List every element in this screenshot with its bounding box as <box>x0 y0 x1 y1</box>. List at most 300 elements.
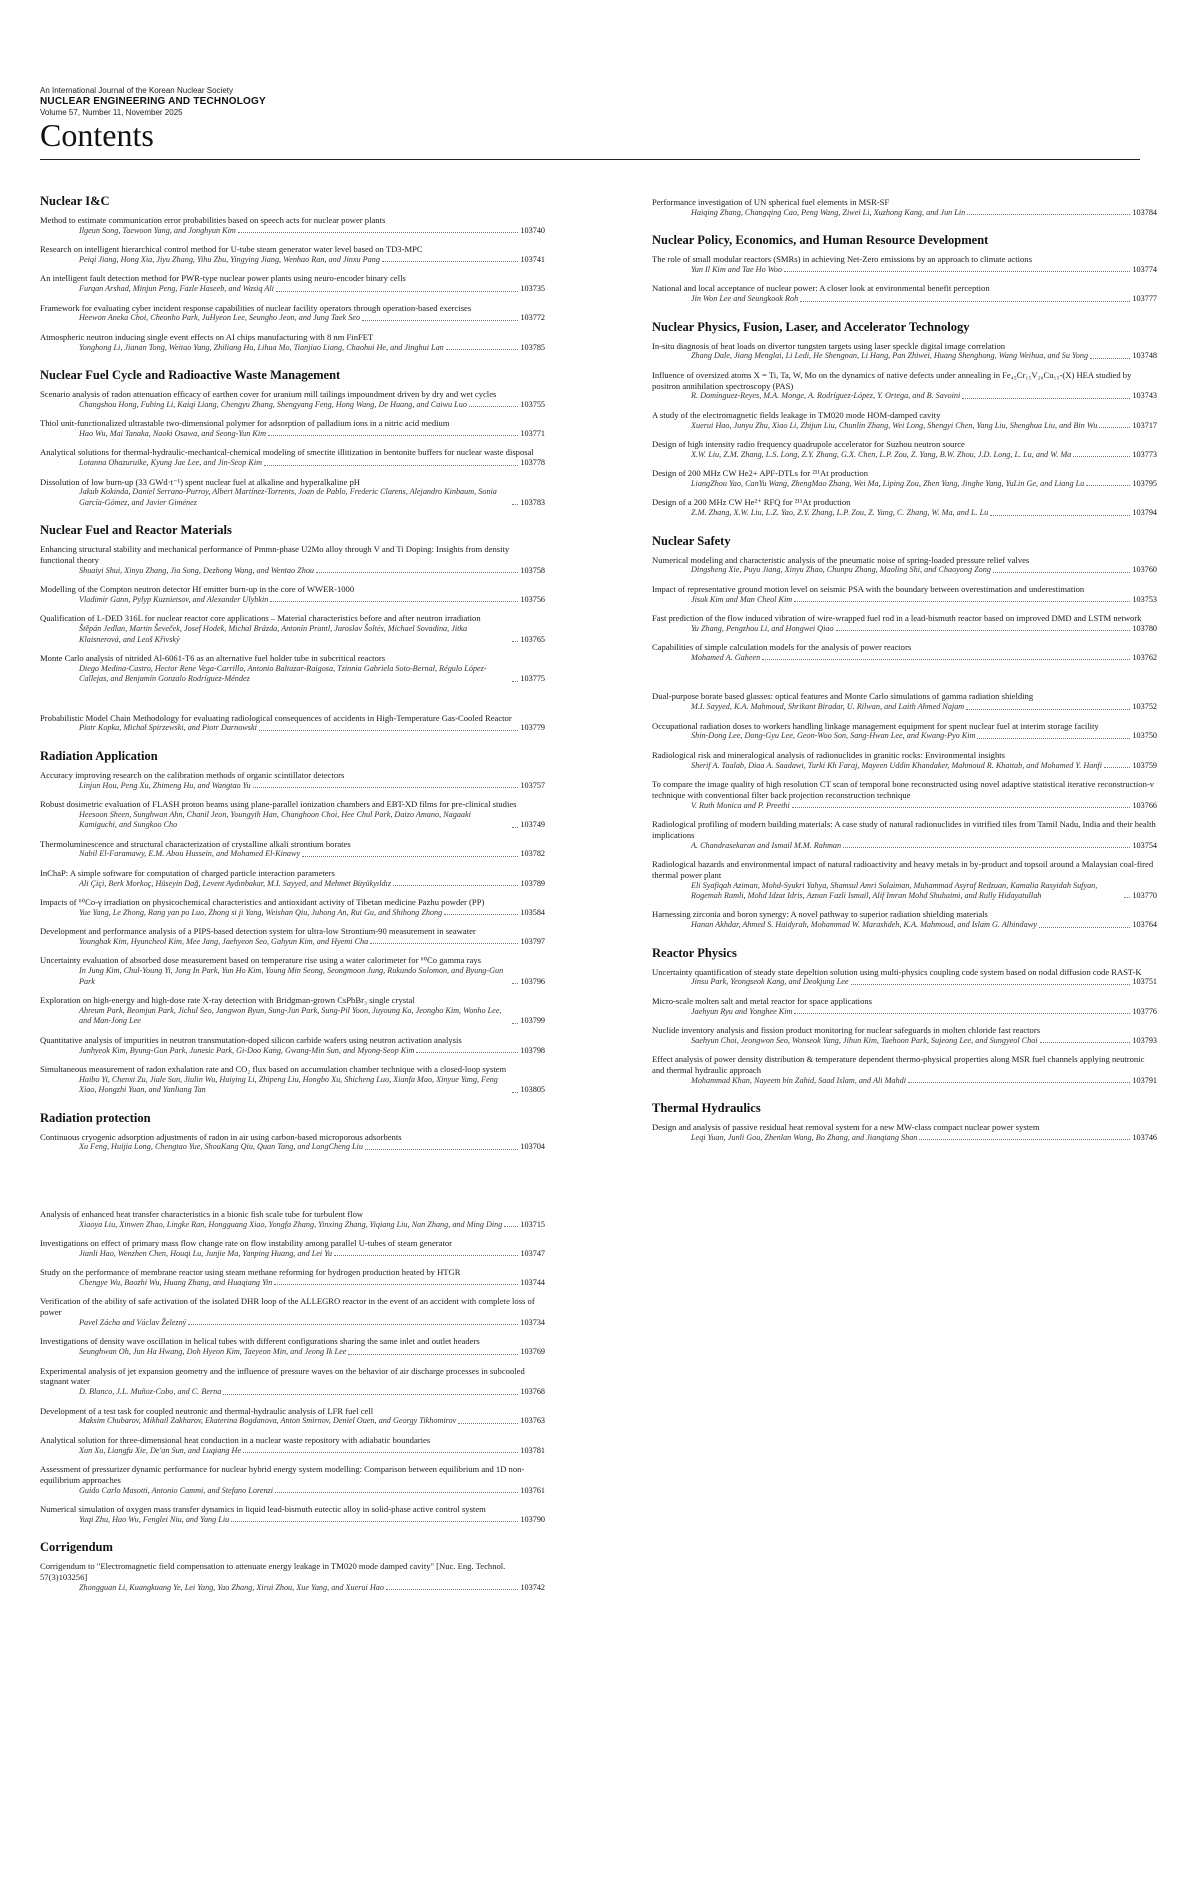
dot-leader <box>1039 927 1131 928</box>
article-number: 103751 <box>1132 977 1157 987</box>
article-number: 103780 <box>1132 623 1157 633</box>
article-authors: Xun Xu, Liangfu Xie, De'an Sun, and Luqiang He <box>79 1445 242 1455</box>
article-number: 103783 <box>520 497 545 507</box>
toc-entry[interactable] <box>652 468 1157 489</box>
article-title: Nuclide inventory analysis and fission product monitoring for nuclear safeguards in molten chloride fast reactors <box>652 1025 1041 1036</box>
article-authors: Jisuk Kim and Man Cheol Kim <box>691 594 793 604</box>
article-title: InChaP: A simple software for computation of charged particle interaction parameters <box>40 867 335 878</box>
dot-leader <box>274 1284 518 1285</box>
article-title: Accuracy improving research on the calibration methods of organic scintillator detectors <box>40 769 345 780</box>
author-line <box>652 920 1157 930</box>
dot-leader <box>259 730 519 731</box>
article-authors: R. Domínguez-Reyes, M.A. Monge, A. Rodríguez-López, Y. Ortega, and B. Savoini <box>691 391 961 401</box>
article-title: Assessment of pressurizer dynamic performance for nuclear hybrid energy system modelling: Comparison between equilibrium and 1D non-equilibrium approaches <box>40 1463 525 1485</box>
article-number: 103762 <box>1132 653 1157 663</box>
author-line <box>40 781 545 791</box>
toc-entry[interactable] <box>40 418 545 439</box>
article-number: 103805 <box>520 1085 545 1095</box>
article-authors: Štěpán Jedlan, Martin Ševeček, Josef Hodek, Michal Brázda, Antonín Prantl, Jaroslav Šoltés, Michael Sovadina, Jitka Klaisnerová, and Leoš Křivský <box>79 624 468 644</box>
article-title: Monte Carlo analysis of nitrided Al-6061-T6 as an alternative fuel holder tube in subcritical reactors <box>40 653 386 664</box>
article-number: 103798 <box>520 1045 545 1055</box>
author-line <box>652 1133 1157 1143</box>
article-authors: Ilgeun Song, Taewoon Yang, and Jonghyun Kim <box>79 225 236 235</box>
article-authors: Xuerui Hao, Junyu Zhu, Xiao Li, Zhijun Liu, Chunlin Zhang, Wei Long, Shengyi Chen, Yang Liu, Shenghua Liu, and Bin Wu <box>691 420 1098 430</box>
toc-entry[interactable] <box>40 215 545 236</box>
author-line <box>652 731 1157 741</box>
article-title: Investigations of density wave oscillation in helical tubes with different configurations sharing the same inlet and outlet headers <box>40 1336 480 1347</box>
author-line <box>40 723 545 733</box>
article-number: 103715 <box>520 1219 545 1229</box>
article-authors: Yue Yang, Le Zhong, Rang yan po Luo, Zhong si ji Yang, Weishan Qiu, Juhong An, Rui Gu, and Shihong Zhong <box>79 907 443 917</box>
article-authors: Jianli Hao, Wenzhen Chen, Houqi Lu, Junjie Ma, Yanping Huang, and Lei Yu <box>79 1248 333 1258</box>
article-title: Continuous cryogenic adsorption adjustments of radon in air using carbon-based microporous adsorbents <box>40 1131 402 1142</box>
dot-leader <box>223 1394 518 1395</box>
toc-entry[interactable] <box>40 1267 545 1288</box>
toc-entry[interactable] <box>40 897 545 918</box>
toc-section <box>652 1101 1157 1143</box>
dot-leader <box>348 1354 518 1355</box>
author-line <box>40 313 545 323</box>
article-title: Uncertainty quantification of steady state depeltion solution using multi-physics coupling code system based on nodal diffusion code RAST-K <box>652 966 1142 977</box>
article-title: Design of high intensity radio frequency quadrupole accelerator for Suzhou neutron source <box>652 439 965 450</box>
author-line <box>40 1142 545 1152</box>
article-authors: LiangZhou Yao, CanYu Wang, ZhengMao Zhang, Wei Ma, Liping Zou, Zhen Yang, Jinghe Yang, YuLin Ge, and Liang Lu <box>691 479 1085 489</box>
author-line <box>40 1006 545 1027</box>
author-line <box>652 841 1157 851</box>
article-number: 103790 <box>520 1514 545 1524</box>
journal-name: NUCLEAR ENGINEERING AND TECHNOLOGY <box>40 96 266 107</box>
section-heading: Nuclear Fuel and Reactor Materials <box>40 523 232 538</box>
author-line <box>652 1076 1157 1086</box>
article-authors: Mohamed A. Gaheen <box>691 653 761 663</box>
dot-leader <box>188 1324 518 1325</box>
article-title: National and local acceptance of nuclear power: A closer look at environmental benefit perception <box>652 283 990 294</box>
article-number: 103771 <box>520 429 545 439</box>
dot-leader <box>334 1255 518 1256</box>
dot-leader <box>843 847 1130 848</box>
dot-leader <box>316 572 518 573</box>
dot-leader <box>908 1082 1130 1083</box>
author-line <box>652 977 1157 987</box>
article-title: Simultaneous measurement of radon exhalation rate and CO₂ flux based on accumulation chamber technique with a closed-loop system <box>40 1063 507 1074</box>
author-line <box>40 1249 545 1259</box>
article-number: 103797 <box>520 937 545 947</box>
article-number: 103784 <box>1132 207 1157 217</box>
dot-leader <box>977 738 1130 739</box>
toc-entry[interactable] <box>40 613 545 645</box>
article-authors: M.I. Sayyed, K.A. Mahmoud, Shrikant Biradar, U. Rilwan, and Laith Ahmed Najam <box>691 702 965 712</box>
toc-entry[interactable] <box>40 332 545 353</box>
article-title: Micro-scale molten salt and metal reactor for space applications <box>652 995 873 1006</box>
toc-section <box>652 534 1157 931</box>
article-title: Atmospheric neutron inducing single event effects on AI chips manufacturing with 8 nm FinFET <box>40 331 374 342</box>
toc-entry[interactable] <box>40 926 545 947</box>
article-number: 103781 <box>520 1445 545 1455</box>
article-title: Analytical solutions for thermal-hydraulic-mechanical-chemical modeling of smectite illitization in bentonite buffers for nuclear waste disposal <box>40 447 534 458</box>
toc-entry[interactable] <box>652 691 1157 712</box>
dot-leader <box>762 659 1130 660</box>
toc-entry[interactable] <box>40 244 545 265</box>
article-title: Probabilistic Model Chain Methodology for evaluating radiological consequences of accidents in High-Temperature Gas-Cooled Reactor <box>40 712 512 723</box>
toc-entry[interactable] <box>652 859 1157 901</box>
author-line <box>40 1416 545 1426</box>
toc-entry[interactable] <box>652 370 1157 402</box>
article-title: Design and analysis of passive residual heat removal system for a new MW-class compact nuclear power system <box>652 1122 1040 1133</box>
author-line <box>40 1046 545 1056</box>
article-title: Verification of the ability of safe activation of the isolated DHR loop of the ALLEGRO reactor in the event of an accident with complete loss of power <box>40 1296 535 1318</box>
article-authors: Hanan Akhdar, Ahmed S. Haidyrah, Mohammad W. Marashdeh, K.A. Mahmoud, and Islam G. Alhindawy <box>691 920 1037 930</box>
dot-leader <box>302 856 518 857</box>
article-number: 103774 <box>1132 265 1157 274</box>
dot-leader <box>382 261 519 262</box>
article-authors: Changshou Hong, Fubing Li, Kaiqi Liang, Chengyu Zhang, Shengyang Feng, Hong Wang, De Huang, and Caiwu Luo <box>79 399 467 409</box>
dot-leader <box>512 504 518 505</box>
author-line <box>40 1446 545 1456</box>
article-authors: Shuaiyi Shui, Xinyu Zhang, Jia Song, Dezhong Wang, and Wentao Zhou <box>79 565 315 575</box>
dot-leader <box>794 601 1130 602</box>
article-title: Analysis of enhanced heat transfer characteristics in a bionic fish scale tube for turbulent flow <box>40 1208 364 1219</box>
article-number: 103741 <box>520 255 545 264</box>
article-authors: Maksim Chubarov, Mikhail Zakharov, Ekaterina Bogdanova, Anton Smirnov, Deniel Ouen, and Georgy Tikhomirov <box>79 1416 457 1426</box>
toc-entry[interactable] <box>652 410 1157 431</box>
author-line <box>652 421 1157 431</box>
dot-leader <box>851 984 1131 985</box>
article-number: 103756 <box>520 595 545 605</box>
toc-entry[interactable] <box>40 477 545 509</box>
toc-entry[interactable] <box>652 1054 1157 1086</box>
dot-leader <box>967 214 1130 215</box>
article-authors: X.W. Liu, Z.M. Zhang, L.S. Long, Z.Y. Zhang, G.X. Chen, L.P. Zou, Z. Yang, B.W. Zhou, J.D. Long, L. Lu, and W. Ma <box>691 449 1072 459</box>
toc-section <box>40 368 545 508</box>
article-title: Robust dosimetric evaluation of FLASH proton beams using plane-parallel ionization chambers and EBT-XD films for pre-clinical studies <box>40 799 517 810</box>
article-number: 103773 <box>1132 449 1157 459</box>
article-authors: Yu Zhang, Pengzhou Li, and Hongwei Qiao <box>691 623 834 633</box>
article-authors: Nabil El-Faramawy, E.M. Abou Hussein, and Mohamed El-Kinawy <box>79 849 301 859</box>
dot-leader <box>362 320 518 321</box>
masthead <box>40 86 1140 152</box>
article-title: Modelling of the Compton neutron detector Hf emitter burn-up in the core of WWER-1000 <box>40 584 355 595</box>
article-title: Radiological risk and mineralogical analysis of radionuclides in granitic rocks: Environmental insights <box>652 749 1005 760</box>
article-authors: Pavel Zácha and Václav Železný <box>79 1317 187 1327</box>
article-number: 103772 <box>520 313 545 323</box>
toc-entry[interactable] <box>40 1366 545 1398</box>
toc-entry[interactable] <box>40 1504 545 1525</box>
toc-entry[interactable] <box>652 197 1157 218</box>
toc-entry[interactable] <box>40 584 545 605</box>
dot-leader <box>444 914 518 915</box>
article-number: 103760 <box>1132 565 1157 575</box>
section-heading: Nuclear I&C <box>40 194 110 208</box>
dot-leader <box>386 1589 518 1590</box>
article-number: 103791 <box>1132 1075 1157 1085</box>
article-number: 103795 <box>1132 479 1157 489</box>
toc-entry[interactable] <box>40 303 545 324</box>
toc-entry[interactable] <box>40 839 545 860</box>
section-heading: Corrigendum <box>40 1540 113 1555</box>
article-title: Dual-purpose borate based glasses: optical features and Monte Carlo simulations of gamma radiation shielding <box>652 691 1034 702</box>
author-line <box>652 265 1157 275</box>
toc-entry[interactable] <box>40 799 545 831</box>
article-title: Analytical solution for three-dimensional heat conduction in a nuclear waste repository with adiabatic boundaries <box>40 1434 431 1445</box>
toc-entry[interactable] <box>40 653 545 685</box>
toc-entry[interactable] <box>652 584 1157 605</box>
article-number: 103770 <box>1132 891 1157 901</box>
toc-entry[interactable] <box>40 1406 545 1427</box>
article-number: 103793 <box>1132 1035 1157 1045</box>
dot-leader <box>990 515 1130 516</box>
article-authors: Lotanna Ohazuruike, Kyung Jae Lee, and Jin-Seop Kim <box>79 458 263 468</box>
article-authors: Shin-Dong Lee, Dong-Gyu Lee, Geon-Woo Son, Sang-Hwan Lee, and Kwang-Pyo Kim <box>691 731 976 741</box>
article-authors: Jaehyun Ryu and Yonghee Kim <box>691 1006 793 1016</box>
dot-leader <box>1104 767 1130 768</box>
article-title: Investigations on effect of primary mass flow change rate on flow instability among parallel U-tubes of steam generator <box>40 1237 452 1248</box>
article-authors: Piotr Kopka, Michał Spirzewski, and Piotr Darnowski <box>79 723 257 733</box>
toc-entry[interactable] <box>652 555 1157 576</box>
article-authors: Vladimir Gann, Pylyp Kuznietsov, and Alexander Ulybkin <box>79 595 269 605</box>
toc-entry[interactable] <box>652 439 1157 460</box>
author-line <box>40 458 545 468</box>
article-title: Development and performance analysis of a PIPS-based detection system for ultra-low Strontium-90 measurement in seawater <box>40 926 476 937</box>
article-title: Impact of representative ground motion level on seismic PSA with the boundary between overestimation and underestimation <box>652 583 1085 594</box>
dot-leader <box>275 1492 518 1493</box>
article-title: Enhancing structural stability and mechanical performance of Pmmn-phase U2Mo alloy through V and Ti Doping: Insights from density functional theory <box>40 544 510 566</box>
dot-leader <box>469 406 519 407</box>
article-authors: Hao Wu, Mai Tanaka, Naoki Osawa, and Seong-Yun Kim <box>79 429 267 439</box>
author-line <box>40 966 545 987</box>
article-number: 103782 <box>520 849 545 859</box>
author-line <box>652 624 1157 634</box>
article-title: Framework for evaluating cyber incident response capabilities of nuclear facility operators through operation-based exercises <box>40 302 472 313</box>
toc-entry[interactable] <box>40 1561 545 1593</box>
toc-entry[interactable] <box>652 283 1157 304</box>
toc-entry[interactable] <box>652 779 1157 811</box>
article-title: Corrigendum to "Electromagnetic field compensation to attenuate energy leakage in TM020 mode damped cavity" [Nuc. Eng. Technol. 57(3)103256] <box>40 1561 506 1582</box>
dot-leader <box>993 572 1130 573</box>
author-line <box>652 208 1157 218</box>
toc-entry[interactable] <box>40 389 545 410</box>
dot-leader <box>276 291 519 292</box>
dot-leader <box>512 681 518 682</box>
author-line <box>652 801 1157 811</box>
author-line <box>40 1515 545 1525</box>
toc-entry[interactable] <box>652 1025 1157 1046</box>
article-authors: Z.M. Zhang, X.W. Liu, L.Z. Yao, Z.Y. Zhang, L.P. Zou, Z. Yang, C. Zhang, W. Ma, and L. Lu <box>691 508 989 518</box>
article-number: 103763 <box>520 1416 545 1426</box>
toc-entry[interactable] <box>40 1035 545 1056</box>
author-line <box>40 1387 545 1397</box>
section-heading: Radiation protection <box>40 1110 151 1125</box>
author-line <box>40 1220 545 1230</box>
article-number: 103776 <box>1132 1006 1157 1016</box>
toc-entry[interactable] <box>652 613 1157 634</box>
article-number: 103742 <box>520 1582 545 1592</box>
toc-entry[interactable] <box>40 1336 545 1357</box>
toc-entry[interactable] <box>40 1464 545 1496</box>
toc-entry[interactable] <box>652 909 1157 930</box>
author-line <box>40 284 545 294</box>
dot-leader <box>1090 358 1130 359</box>
author-line <box>652 391 1157 401</box>
author-line <box>40 343 545 353</box>
toc-entry[interactable] <box>40 544 545 576</box>
toc-entry[interactable] <box>652 721 1157 742</box>
toc-section <box>40 523 545 734</box>
author-line <box>40 624 545 645</box>
toc-entry[interactable] <box>40 770 545 791</box>
article-authors: Zhongguan Li, Kuangkuang Ye, Lei Yang, Yao Zhang, Xirui Zhou, Xue Yang, and Xuerui Hao <box>79 1582 384 1592</box>
toc-entry[interactable] <box>40 1209 545 1230</box>
article-authors: Yuqi Zhu, Hao Wu, Fenglei Niu, and Yang Liu <box>79 1514 230 1524</box>
author-line <box>652 702 1157 712</box>
toc-entry[interactable] <box>40 1132 545 1153</box>
article-number: 103584 <box>520 907 545 917</box>
article-authors: Haiqing Zhang, Changqing Cao, Peng Wang, Ziwei Li, Xuzhong Kang, and Jun Lin <box>691 207 966 217</box>
article-number: 103764 <box>1132 920 1157 930</box>
article-number: 103758 <box>520 565 545 575</box>
dot-leader <box>1086 485 1130 486</box>
society-line: An International Journal of the Korean Nuclear Society <box>40 86 234 95</box>
dot-leader <box>253 787 519 788</box>
toc-entry[interactable] <box>40 1064 545 1096</box>
dot-leader <box>1073 456 1130 457</box>
author-line <box>40 595 545 605</box>
toc-entry[interactable] <box>40 1238 545 1259</box>
article-title: Thermoluminescence and structural characterization of crystalline alkali strontium borates <box>40 838 351 849</box>
article-authors: Seunghwan Oh, Jun Ha Hwang, Doh Hyeon Kim, Taeyeon Min, and Jeong Ik Lee <box>79 1347 347 1357</box>
toc-entry[interactable] <box>652 642 1157 663</box>
author-line <box>652 508 1157 518</box>
author-line <box>40 1278 545 1288</box>
dot-leader <box>512 1092 518 1093</box>
toc-section <box>652 946 1157 1087</box>
article-number: 103747 <box>520 1248 545 1258</box>
toc-entry[interactable] <box>40 273 545 294</box>
section-heading: Nuclear Physics, Fusion, Laser, and Accelerator Technology <box>652 319 970 334</box>
dot-leader <box>512 983 518 984</box>
article-number: 103735 <box>520 284 545 294</box>
article-number: 103754 <box>1132 840 1157 850</box>
article-authors: Jakub Kokinda, Daniel Serrano-Purroy, Albert Martínez-Torrents, Joan de Pablo, Frederic Clarens, Alejandro Kinbaum, Sonia García-Gómez, and Javier Giménez <box>79 487 497 507</box>
article-title: Qualification of L-DED 316L for nuclear reactor core applications – Material characteristics before and after neutron irradiation <box>40 613 481 624</box>
dot-leader <box>919 1139 1130 1140</box>
right-column <box>652 197 1157 1158</box>
toc-entry[interactable] <box>652 341 1157 362</box>
toc-entry[interactable] <box>40 447 545 468</box>
toc-entry[interactable] <box>40 1435 545 1456</box>
article-authors: Mohammad Khan, Nayeem bin Zahid, Saad Islam, and Ali Mahdi <box>691 1075 906 1085</box>
article-authors: Heewon Aneka Choi, Cheonho Park, JuHyeon Lee, Seungho Jeon, and Jung Taek Seo <box>79 313 361 323</box>
toc-entry[interactable] <box>652 254 1157 275</box>
author-line <box>40 429 545 439</box>
article-number: 103744 <box>520 1277 545 1287</box>
author-line <box>40 879 545 889</box>
article-authors: Junhyeok Kim, Byung-Gun Park, Junesic Park, Gi-Doo Kang, Gwang-Min Sun, and Myong-Seop Kim <box>79 1045 415 1055</box>
article-title: Experimental analysis of jet expansion geometry and the influence of pressure waves on the behavior of air discharge processes in subcooled stagnant water <box>40 1365 525 1387</box>
author-line <box>40 1318 545 1328</box>
article-title: Effect analysis of power density distribution & temperature dependent thermo-physical properties along MSR fuel channels applying neutronic and thermal hydraulic approach <box>652 1054 1145 1076</box>
article-number: 103799 <box>520 1016 545 1026</box>
article-authors: Jinsu Park, Yeongseok Kang, and Deokjung Lee <box>691 977 849 987</box>
article-authors: Jin Won Lee and Seungkook Roh <box>691 294 799 304</box>
author-line <box>40 400 545 410</box>
toc-entry[interactable] <box>40 713 545 734</box>
author-line <box>40 255 545 265</box>
toc-section <box>40 1540 545 1593</box>
article-authors: Younghak Kim, Hyuncheol Kim, Mee Jang, Jaehyeon Seo, Gahyun Kim, and Hyemi Cha <box>79 937 369 947</box>
author-line <box>40 566 545 576</box>
dot-leader <box>512 827 518 828</box>
toc-entry[interactable] <box>652 967 1157 988</box>
article-number: 103746 <box>1132 1133 1157 1143</box>
author-line <box>652 1007 1157 1017</box>
article-number: 103768 <box>520 1387 545 1397</box>
article-number: 103748 <box>1132 351 1157 361</box>
author-line <box>40 664 545 685</box>
toc-entry[interactable] <box>40 995 545 1027</box>
toc-entry[interactable] <box>652 497 1157 518</box>
article-authors: Leqi Yuan, Junli Gou, Zhenlan Wang, Bo Zhang, and Jianqiang Shan <box>691 1133 918 1143</box>
article-authors: Xiaoya Liu, Xinwen Zhao, Lingke Ran, Hongguang Xiao, Yongfa Zhang, Yinxing Zhang, Yiqiang Liu, Nan Zhang, and Ming Ding <box>79 1219 503 1229</box>
article-title: Method to estimate communication error probabilities based on speech acts for nuclear power plants <box>40 215 386 225</box>
author-line <box>652 450 1157 460</box>
article-number: 103750 <box>1132 731 1157 741</box>
toc-entry[interactable] <box>40 1296 545 1328</box>
article-title: Radiological profiling of modern building materials: A case study of natural radionuclides in vitrified tiles from Tamil Nadu, India and their health implications <box>652 819 1156 840</box>
toc-entry[interactable] <box>652 819 1157 851</box>
author-line <box>652 294 1157 304</box>
author-line <box>652 351 1157 361</box>
article-authors: Sherif A. Taalab, Diaa A. Saadawi, Turki Kh Faraj, Mayeen Uddin Khandaker, Mahmoud R. Khattab, and Mohamed Y. Hanfi <box>691 760 1102 770</box>
dot-leader <box>268 435 518 436</box>
article-title: To compare the image quality of high resolution CT scan of temporal bone reconstructed using novel adaptive statistical iterative reconstruction-v technique with conventional filter back projection reconstruction technique <box>652 779 1155 800</box>
author-line <box>40 226 545 236</box>
article-title: Quantitative analysis of impurities in neutron transmutation-doped silicon carbide wafers using neutron activation analysis <box>40 1034 462 1045</box>
author-line <box>652 1036 1157 1046</box>
article-number: 103775 <box>520 674 545 684</box>
article-authors: Saehyun Choi, Jeongwon Seo, Wonseok Yang, Jihun Kim, Taehoon Park, Sujeong Lee, and Sungyeol Choi <box>691 1035 1038 1045</box>
author-line <box>652 565 1157 575</box>
article-title: Design of a 200 MHz CW He²⁺ RFQ for ²¹¹At production <box>652 497 851 508</box>
dot-leader <box>1040 1042 1131 1043</box>
dot-leader <box>458 1423 518 1424</box>
article-title: Capabilities of simple calculation models for the analysis of power reactors <box>652 642 912 653</box>
toc-section <box>652 197 1157 218</box>
article-authors: D. Blanco, J.L. Muñoz-Cobo, and C. Berna <box>79 1387 222 1397</box>
author-line <box>652 595 1157 605</box>
dot-leader <box>504 1226 518 1227</box>
toc-entry[interactable] <box>652 996 1157 1017</box>
article-number: 103740 <box>520 225 545 235</box>
section-heading: Nuclear Policy, Economics, and Human Resource Development <box>652 233 989 248</box>
article-authors: Zhang Dale, Jiang Menglai, Li Ledi, He Shengnan, Li Hang, Pan Zhiwei, Huang Shenghong, Wang Weihua, and Su Yong <box>691 351 1089 361</box>
article-authors: Dingsheng Xie, Puyu Jiang, Xinyu Zhao, Chunpu Zhang, Maoling Shi, and Chaoyong Zong <box>691 565 991 575</box>
article-authors: V. Ruth Monica and P. Preethi <box>691 800 790 810</box>
toc-section <box>652 320 1157 519</box>
article-number: 103757 <box>520 780 545 790</box>
toc-entry[interactable] <box>40 955 545 987</box>
article-title: Study on the performance of membrane reactor using steam methane reforming for hydrogen production heated by HTGR <box>40 1267 461 1278</box>
author-line <box>40 810 545 831</box>
article-number: 103753 <box>1132 594 1157 604</box>
volume-line: Volume 57, Number 11, November 2025 <box>40 108 183 117</box>
toc-entry[interactable] <box>652 1122 1157 1143</box>
dot-leader <box>238 232 519 233</box>
toc-entry[interactable] <box>40 868 545 889</box>
toc-entry[interactable] <box>652 750 1157 771</box>
article-title: A study of the electromagnetic fields leakage in TM020 mode HOM-damped cavity <box>652 409 941 420</box>
article-authors: In Jung Kim, Chul-Young Yi, Jong In Park, Yun Ho Kim, Young Min Seong, Seongmoon Jung, Rukundo Solomon, and Byung-Gun Park <box>79 966 504 986</box>
article-title: Scenario analysis of radon attenuation efficacy of earthen cover for uranium mill tailings impoundment driven by dry and wet cycles <box>40 389 497 400</box>
